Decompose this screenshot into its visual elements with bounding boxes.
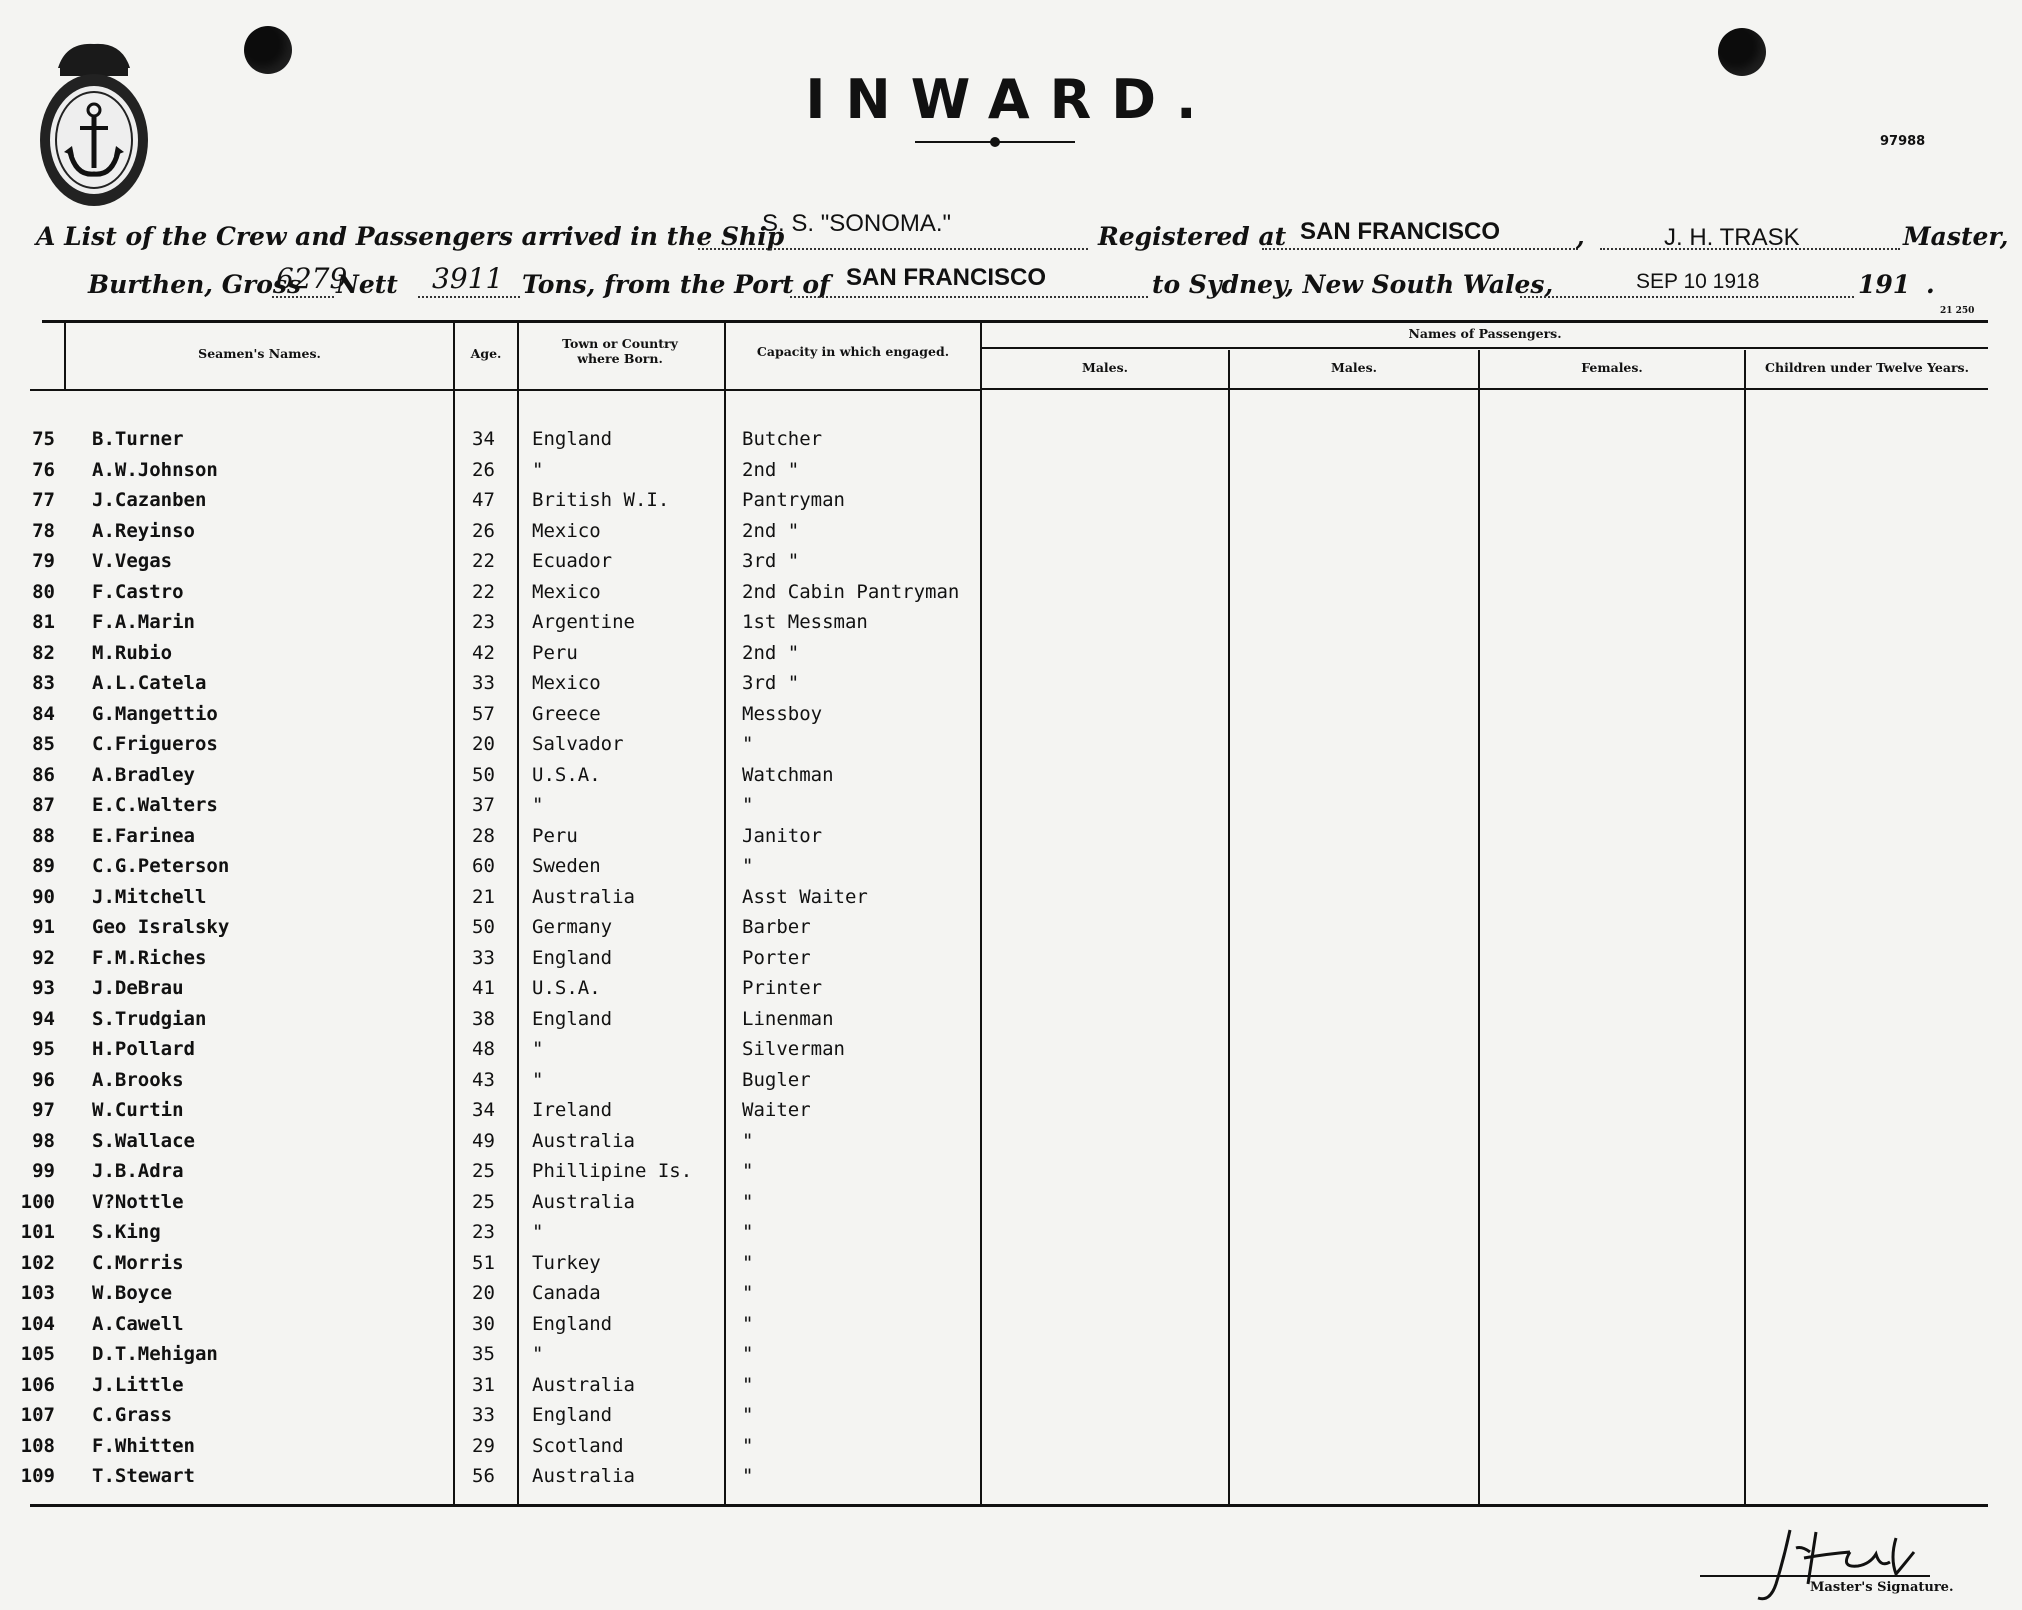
capacity: 2nd Cabin Pantryman	[742, 580, 960, 603]
seaman-name: F.M.Riches	[92, 946, 207, 969]
capacity: Bugler	[742, 1068, 811, 1091]
nett-label: Nett	[336, 270, 398, 299]
passenger-subheader-rule	[982, 388, 1988, 390]
col-header-males-1: Males.	[1081, 360, 1129, 375]
master-name: J. H. TRASK	[1664, 224, 1800, 251]
capacity: Silverman	[742, 1038, 845, 1060]
row-number: 92	[32, 946, 55, 969]
capacity: "	[742, 1312, 754, 1335]
seaman-age: 28	[472, 824, 495, 847]
col-header-males-2: Males.	[1330, 360, 1378, 375]
col-header-town: Town or Country where Born.	[562, 336, 678, 366]
row-number: 94	[32, 1007, 55, 1030]
port-of-departure: SAN FRANCISCO	[846, 264, 1047, 291]
table-row	[0, 672, 2022, 702]
seaman-age: 37	[472, 794, 495, 816]
row-number: 103	[20, 1282, 55, 1304]
birthplace: Greece	[532, 702, 601, 725]
birthplace: Salvador	[532, 733, 624, 755]
seaman-age: 57	[472, 702, 495, 725]
seaman-name: J.B.Adra	[92, 1160, 184, 1182]
registered-comma: ,	[1576, 222, 1585, 251]
birthplace: Mexico	[532, 519, 601, 542]
seaman-name: J.Mitchell	[92, 885, 207, 908]
seaman-age: 20	[472, 1282, 495, 1304]
registered-dotline	[1262, 248, 1578, 250]
table-row	[0, 1465, 2022, 1495]
seaman-name: E.Farinea	[92, 824, 195, 847]
birthplace: England	[532, 428, 613, 450]
birthplace: U.S.A.	[532, 763, 601, 786]
seaman-name: C.Morris	[92, 1251, 184, 1274]
seaman-name: H.Pollard	[92, 1038, 195, 1060]
row-number: 84	[32, 702, 55, 725]
birthplace: "	[532, 794, 544, 816]
seaman-name: E.C.Walters	[92, 794, 218, 816]
page-title: INWARD.	[805, 68, 1217, 131]
seaman-name: C.Frigueros	[92, 733, 218, 755]
seaman-age: 29	[472, 1434, 495, 1457]
seaman-age: 25	[472, 1160, 495, 1182]
seaman-name: F.Whitten	[92, 1434, 195, 1457]
capacity: Pantryman	[742, 489, 845, 511]
header-bottom-rule	[30, 389, 982, 391]
seaman-name: A.W.Johnson	[92, 458, 218, 481]
registered-label: Registered at	[1098, 222, 1287, 251]
birthplace: Ecuador	[532, 550, 613, 572]
birthplace: England	[532, 1007, 613, 1030]
table-row	[0, 1282, 2022, 1312]
seaman-name: V.Vegas	[92, 550, 173, 572]
capacity: "	[742, 1373, 754, 1396]
date-dotline	[1520, 296, 1854, 298]
serial-number: 97988	[1880, 134, 1926, 149]
table-row	[0, 794, 2022, 824]
capacity: "	[742, 1282, 754, 1304]
row-number: 76	[32, 458, 55, 481]
seaman-age: 50	[472, 763, 495, 786]
birthplace: Canada	[532, 1282, 601, 1304]
table-row	[0, 733, 2022, 763]
capacity: Barber	[742, 916, 811, 938]
destination-label: to Sydney, New South Wales,	[1152, 270, 1554, 299]
birthplace: Turkey	[532, 1251, 601, 1274]
seaman-age: 43	[472, 1068, 495, 1091]
form-code: 21 250	[1940, 306, 1975, 316]
col-header-passengers: Names of Passengers.	[1408, 326, 1562, 341]
table-row	[0, 1191, 2022, 1221]
table-row	[0, 703, 2022, 733]
header-line1-prefix: A List of the Crew and Passengers arrived in the Ship	[36, 222, 785, 251]
year-prefix: 191	[1858, 270, 1911, 299]
table-row	[0, 1069, 2022, 1099]
seaman-name: B.Turner	[92, 428, 184, 450]
row-number: 102	[20, 1251, 55, 1274]
col-header-age: Age.	[470, 346, 502, 361]
row-number: 87	[32, 794, 55, 816]
birthplace: Ireland	[532, 1099, 613, 1121]
seaman-age: 50	[472, 916, 495, 938]
passenger-header-rule	[982, 347, 1988, 349]
table-row	[0, 1160, 2022, 1190]
seaman-age: 48	[472, 1038, 495, 1060]
seaman-name: F.Castro	[92, 580, 184, 603]
seaman-name: S.King	[92, 1221, 161, 1243]
seaman-age: 38	[472, 1007, 495, 1030]
burthen-label: Burthen, Gross	[88, 270, 302, 299]
birthplace: Peru	[532, 641, 578, 664]
title-divider-ornament	[990, 137, 1000, 147]
capacity: "	[742, 1465, 754, 1487]
capacity: "	[742, 1221, 754, 1243]
birthplace: Australia	[532, 1465, 635, 1487]
seaman-name: A.L.Catela	[92, 672, 207, 694]
birthplace: "	[532, 458, 544, 481]
table-row	[0, 459, 2022, 489]
table-row	[0, 1313, 2022, 1343]
table-row	[0, 1343, 2022, 1373]
seaman-name: C.Grass	[92, 1404, 173, 1426]
port-dotline	[790, 296, 1148, 298]
row-number: 109	[20, 1465, 55, 1487]
capacity: "	[742, 1343, 754, 1365]
capacity: "	[742, 1434, 754, 1457]
row-number: 101	[20, 1221, 55, 1243]
capacity: "	[742, 794, 754, 816]
birthplace: Sweden	[532, 855, 601, 877]
punch-hole-left	[244, 26, 292, 74]
seaman-age: 33	[472, 672, 495, 694]
row-number: 106	[20, 1373, 55, 1396]
seaman-age: 34	[472, 428, 495, 450]
table-top-rule	[42, 320, 1988, 323]
row-number: 88	[32, 824, 55, 847]
birthplace: Phillipine Is.	[532, 1160, 693, 1182]
seaman-name: D.T.Mehigan	[92, 1343, 218, 1365]
capacity: 3rd "	[742, 672, 800, 694]
registered-port: SAN FRANCISCO	[1300, 218, 1501, 245]
table-row	[0, 1374, 2022, 1404]
birthplace: Scotland	[532, 1434, 624, 1457]
capacity: 2nd "	[742, 458, 800, 481]
table-bottom-rule	[30, 1504, 1988, 1507]
col-header-females: Females.	[1581, 360, 1643, 375]
table-row	[0, 428, 2022, 458]
arrival-date-stamp: SEP 10 1918	[1636, 270, 1760, 293]
capacity: 2nd "	[742, 641, 800, 664]
row-number: 78	[32, 519, 55, 542]
seaman-name: S.Trudgian	[92, 1007, 207, 1030]
row-number: 91	[32, 916, 55, 938]
seaman-name: J.DeBrau	[92, 977, 184, 999]
col-header-children: Children under Twelve Years.	[1765, 360, 1969, 375]
table-row	[0, 1252, 2022, 1282]
seaman-age: 49	[472, 1129, 495, 1152]
birthplace: Australia	[532, 885, 635, 908]
capacity: "	[742, 1251, 754, 1274]
row-number: 82	[32, 641, 55, 664]
ship-dotline	[698, 248, 1088, 250]
birthplace: England	[532, 946, 613, 969]
table-row	[0, 581, 2022, 611]
capacity: Porter	[742, 946, 811, 969]
table-row	[0, 886, 2022, 916]
row-number: 105	[20, 1343, 55, 1365]
nett-tons: 3911	[432, 262, 504, 295]
seaman-age: 22	[472, 580, 495, 603]
seaman-age: 51	[472, 1251, 495, 1274]
birthplace: Mexico	[532, 672, 601, 694]
capacity: "	[742, 1190, 754, 1213]
table-row	[0, 550, 2022, 580]
seaman-name: M.Rubio	[92, 641, 173, 664]
birthplace: England	[532, 1404, 613, 1426]
row-number: 100	[20, 1190, 55, 1213]
capacity: Waiter	[742, 1099, 811, 1121]
seaman-age: 60	[472, 855, 495, 877]
table-row	[0, 947, 2022, 977]
row-number: 75	[32, 428, 55, 450]
table-row	[0, 520, 2022, 550]
seaman-age: 41	[472, 977, 495, 999]
seaman-age: 47	[472, 489, 495, 511]
table-row	[0, 642, 2022, 672]
seaman-age: 26	[472, 458, 495, 481]
seaman-age: 33	[472, 946, 495, 969]
table-row	[0, 1099, 2022, 1129]
capacity: Watchman	[742, 763, 834, 786]
year-dot: .	[1926, 270, 1935, 299]
seaman-age: 23	[472, 1221, 495, 1243]
row-number: 97	[32, 1099, 55, 1121]
row-number: 90	[32, 885, 55, 908]
capacity: "	[742, 1129, 754, 1152]
seaman-name: W.Boyce	[92, 1282, 173, 1304]
seaman-age: 31	[472, 1373, 495, 1396]
row-number: 80	[32, 580, 55, 603]
seaman-name: A.Reyinso	[92, 519, 195, 542]
birthplace: U.S.A.	[532, 977, 601, 999]
birthplace: Australia	[532, 1373, 635, 1396]
row-number: 85	[32, 733, 55, 755]
seaman-age: 56	[472, 1465, 495, 1487]
seaman-name: J.Cazanben	[92, 489, 207, 511]
birthplace: "	[532, 1221, 544, 1243]
birthplace: Australia	[532, 1129, 635, 1152]
capacity: Printer	[742, 977, 823, 999]
row-number: 95	[32, 1038, 55, 1060]
table-row	[0, 1435, 2022, 1465]
capacity: Janitor	[742, 824, 823, 847]
capacity: Butcher	[742, 428, 823, 450]
seaman-name: A.Bradley	[92, 763, 195, 786]
seaman-age: 22	[472, 550, 495, 572]
row-number: 83	[32, 672, 55, 694]
table-row	[0, 1008, 2022, 1038]
table-row	[0, 489, 2022, 519]
seaman-name: F.A.Marin	[92, 611, 195, 633]
seaman-age: 25	[472, 1190, 495, 1213]
row-number: 77	[32, 489, 55, 511]
table-row	[0, 1221, 2022, 1251]
table-row	[0, 764, 2022, 794]
row-number: 98	[32, 1129, 55, 1152]
birthplace: Australia	[532, 1190, 635, 1213]
ship-name: S. S. "SONOMA."	[762, 210, 952, 237]
seaman-name: A.Cawell	[92, 1312, 184, 1335]
row-number: 107	[20, 1404, 55, 1426]
row-number: 79	[32, 550, 55, 572]
seaman-name: W.Curtin	[92, 1099, 184, 1121]
birthplace: "	[532, 1343, 544, 1365]
birthplace: England	[532, 1312, 613, 1335]
col-header-capacity: Capacity in which engaged.	[756, 344, 950, 359]
table-row	[0, 977, 2022, 1007]
seaman-age: 33	[472, 1404, 495, 1426]
row-number: 86	[32, 763, 55, 786]
table-row	[0, 855, 2022, 885]
seaman-name: J.Little	[92, 1373, 184, 1396]
capacity: Messboy	[742, 702, 823, 725]
row-number: 96	[32, 1068, 55, 1091]
capacity: 1st Messman	[742, 611, 868, 633]
seaman-name: S.Wallace	[92, 1129, 195, 1152]
birthplace: Peru	[532, 824, 578, 847]
birthplace: Argentine	[532, 611, 635, 633]
row-number: 108	[20, 1434, 55, 1457]
seaman-age: 21	[472, 885, 495, 908]
gross-dotline	[272, 296, 334, 298]
table-row	[0, 1404, 2022, 1434]
seaman-age: 20	[472, 733, 495, 755]
row-number: 81	[32, 611, 55, 633]
table-row	[0, 1038, 2022, 1068]
nett-dotline	[418, 296, 520, 298]
seaman-age: 23	[472, 611, 495, 633]
capacity: "	[742, 855, 754, 877]
seaman-age: 30	[472, 1312, 495, 1335]
master-label: Master,	[1903, 222, 2009, 251]
seaman-age: 42	[472, 641, 495, 664]
col-header-names: Seamen's Names.	[198, 346, 321, 361]
capacity: 2nd "	[742, 519, 800, 542]
capacity: "	[742, 1160, 754, 1182]
birthplace: British W.I.	[532, 489, 670, 511]
seaman-name: Geo Isralsky	[92, 916, 230, 938]
seaman-age: 35	[472, 1343, 495, 1365]
table-row	[0, 916, 2022, 946]
birthplace: Germany	[532, 916, 613, 938]
row-number: 89	[32, 855, 55, 877]
birthplace: Mexico	[532, 580, 601, 603]
capacity: Linenman	[742, 1007, 834, 1030]
birthplace: "	[532, 1068, 544, 1091]
seaman-name: G.Mangettio	[92, 702, 218, 725]
seaman-age: 26	[472, 519, 495, 542]
gross-tons: 6279	[276, 262, 348, 295]
capacity: 3rd "	[742, 550, 800, 572]
tons-from-label: Tons, from the Port of	[522, 270, 830, 299]
table-row	[0, 611, 2022, 641]
row-number: 104	[20, 1312, 55, 1335]
seaman-name: T.Stewart	[92, 1465, 195, 1487]
seaman-name: V?Nottle	[92, 1190, 184, 1213]
seaman-name: A.Brooks	[92, 1068, 184, 1091]
capacity: Asst Waiter	[742, 885, 868, 908]
table-row	[0, 1130, 2022, 1160]
seaman-age: 34	[472, 1099, 495, 1121]
table-row	[0, 825, 2022, 855]
row-number: 93	[32, 977, 55, 999]
capacity: "	[742, 733, 754, 755]
seaman-name: C.G.Peterson	[92, 855, 230, 877]
birthplace: "	[532, 1038, 544, 1060]
signature-label: Master's Signature.	[1810, 1580, 1954, 1595]
row-number: 99	[32, 1160, 55, 1182]
capacity: "	[742, 1404, 754, 1426]
